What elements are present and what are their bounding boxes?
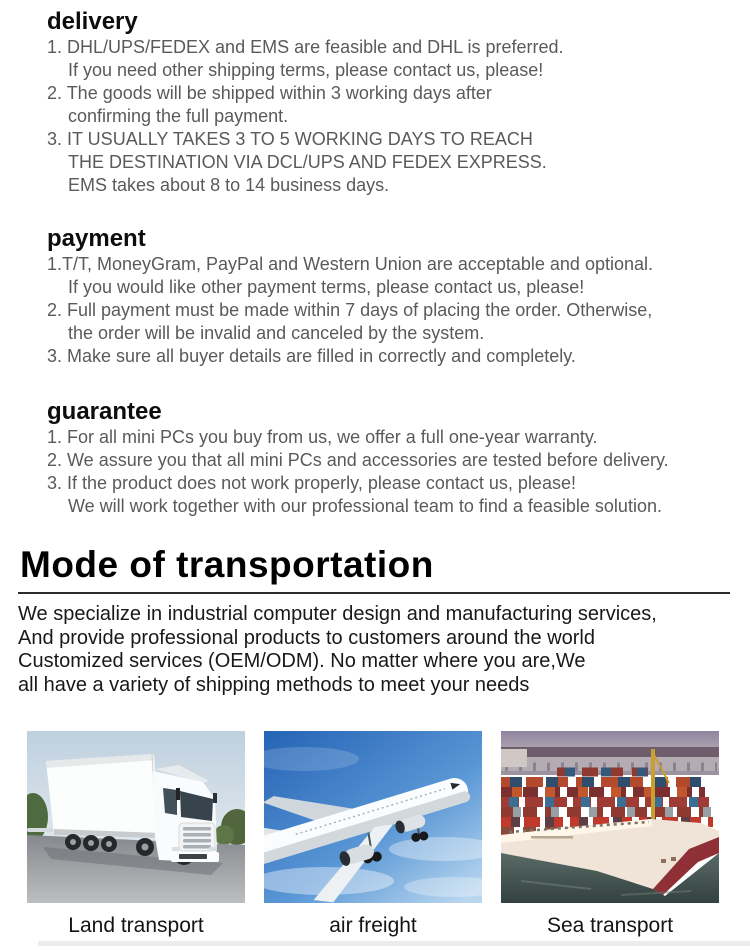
list-line: If you need other shipping terms, please contact us, please!	[68, 60, 544, 80]
paragraph-line: all have a variety of shipping methods to meet your needs	[18, 673, 530, 696]
payment-section	[47, 225, 750, 368]
airplane-icon	[264, 731, 482, 903]
delivery-title: delivery	[47, 8, 138, 35]
land-transport-photo	[27, 731, 245, 903]
list-line: 1. DHL/UPS/FEDEX and EMS are feasible and DHL is preferred.	[47, 37, 564, 57]
transport-paragraph	[18, 603, 750, 697]
transport-section-title: Mode of transportation	[20, 544, 434, 585]
container-ship-icon	[501, 731, 719, 903]
next-section-edge	[38, 941, 750, 946]
air-freight-photo	[264, 731, 482, 903]
list-line: EMS takes about 8 to 14 business days.	[68, 175, 390, 195]
title-divider-line	[18, 592, 730, 594]
list-line: 2. We assure you that all mini PCs and accessories are tested before delivery.	[47, 450, 669, 470]
caption-air-freight: air freight	[329, 914, 417, 937]
delivery-section	[47, 0, 750, 197]
caption-sea-transport: Sea transport	[546, 914, 674, 937]
list-line: confirming the full payment.	[68, 106, 289, 126]
caption-land-transport: Land transport	[68, 914, 204, 937]
list-line: 2. The goods will be shipped within 3 working days after	[47, 83, 492, 103]
list-line: 3. If the product does not work properly, please contact us, please!	[47, 473, 576, 493]
paragraph-line: We specialize in industrial computer design and manufacturing services,	[18, 603, 657, 625]
list-line: THE DESTINATION VIA DCL/UPS AND FEDEX EXPRESS.	[68, 152, 547, 172]
list-line: If you would like other payment terms, please contact us, please!	[68, 277, 585, 297]
guarantee-title: guarantee	[47, 398, 162, 425]
delivery-list	[47, 36, 750, 197]
list-line: 3. IT USUALLY TAKES 3 TO 5 WORKING DAYS TO REACH	[47, 129, 533, 149]
truck-icon	[27, 731, 245, 903]
paragraph-line: Customized services (OEM/ODM). No matter where you are,We	[18, 650, 586, 672]
photo-captions-row	[27, 914, 750, 938]
payment-list	[47, 253, 750, 368]
guarantee-section	[47, 398, 750, 518]
guarantee-list	[47, 426, 750, 518]
paragraph-line: And provide professional products to customers around the world	[18, 626, 595, 649]
list-line: 1. For all mini PCs you buy from us, we offer a full one-year warranty.	[47, 427, 598, 447]
list-line: 1.T/T, MoneyGram, PayPal and Western Union are acceptable and optional.	[47, 254, 653, 274]
transport-photos-row	[27, 731, 750, 903]
list-line: 3. Make sure all buyer details are filled in correctly and completely.	[47, 346, 576, 366]
payment-title: payment	[47, 225, 146, 252]
list-line: 2. Full payment must be made within 7 days of placing the order. Otherwise,	[47, 300, 653, 320]
list-line: We will work together with our professional team to find a feasible solution.	[68, 496, 662, 516]
list-line: the order will be invalid and canceled by the system.	[68, 323, 485, 343]
sea-transport-photo	[501, 731, 719, 903]
